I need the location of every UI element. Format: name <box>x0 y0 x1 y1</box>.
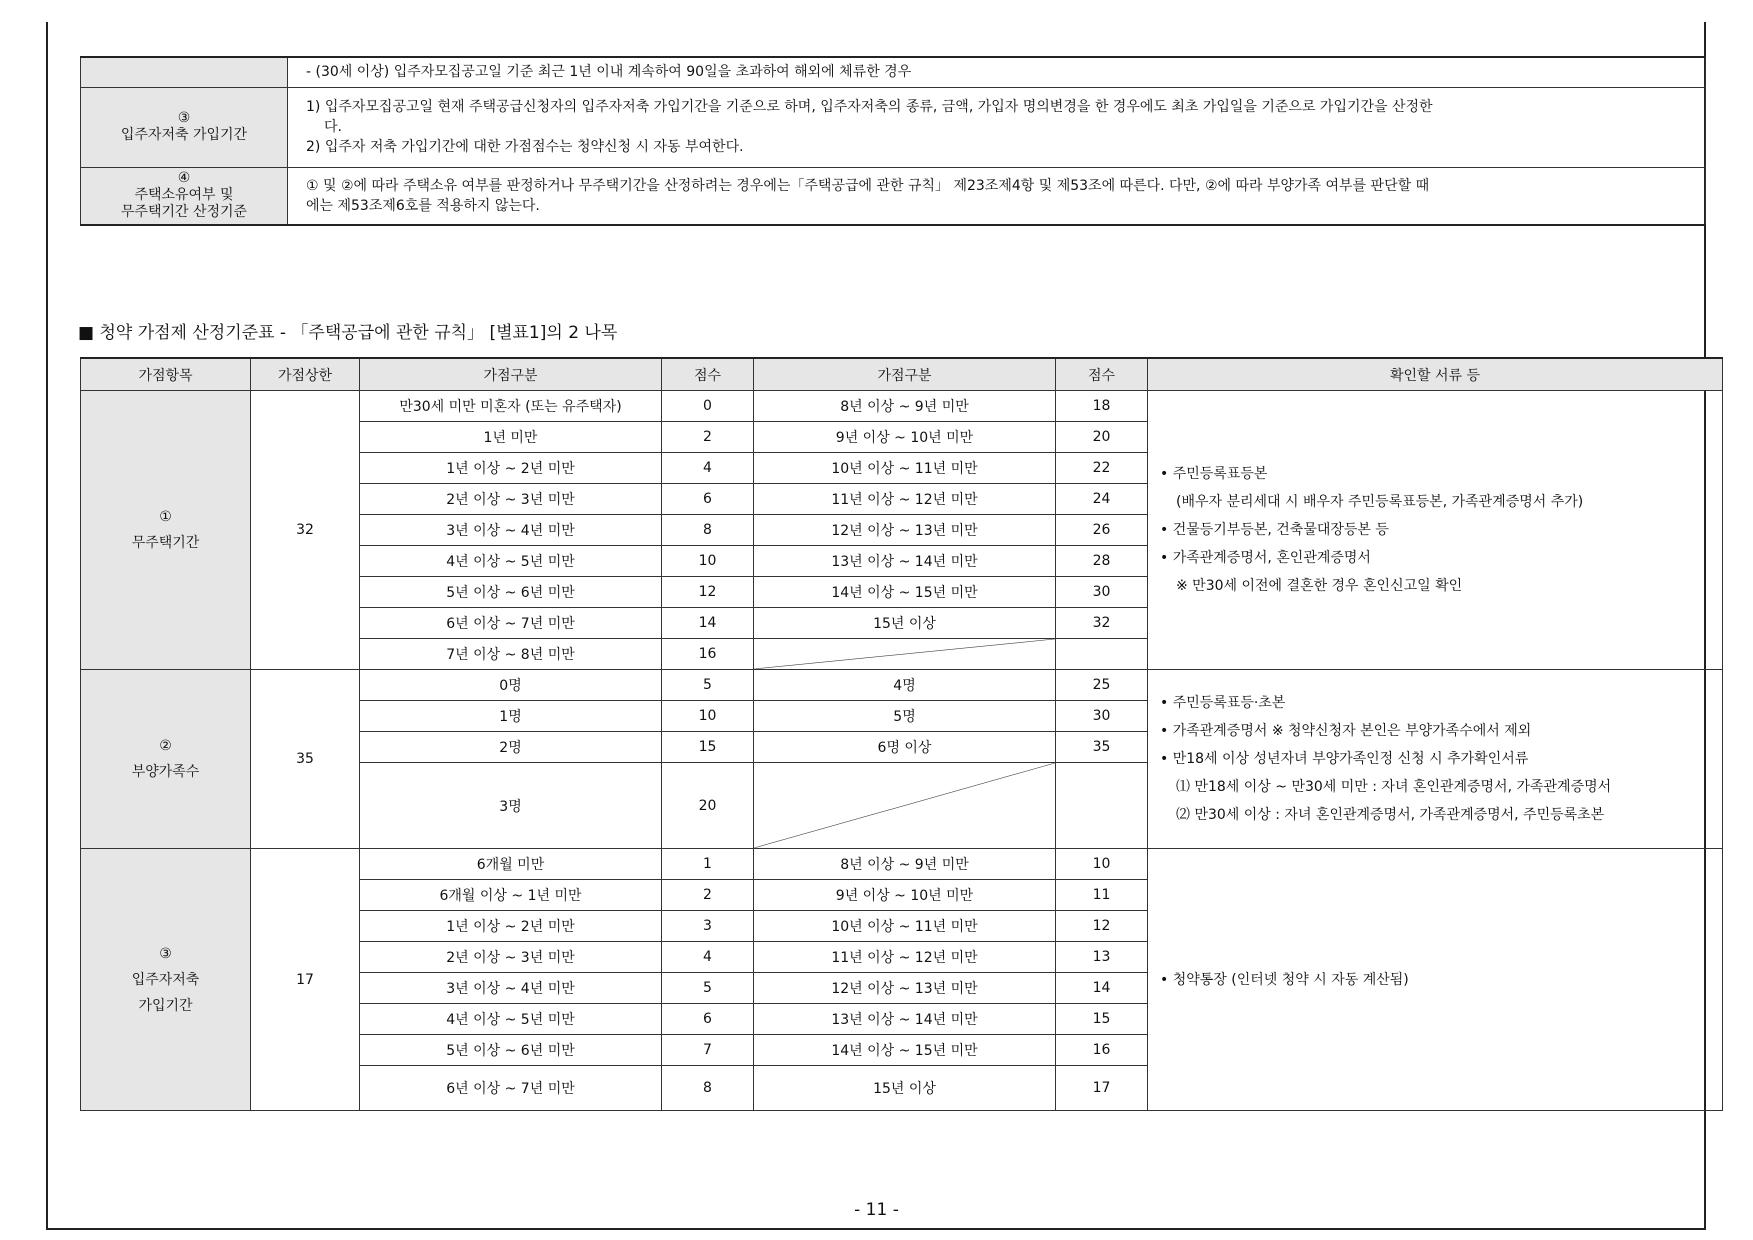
document-line: • 가족관계증명서, 혼인관계증명서 <box>1160 550 1371 566</box>
category-label-line: ③ <box>159 945 172 962</box>
documents-cell <box>1148 391 1723 670</box>
score-cell: 10 <box>662 546 754 577</box>
criteria-label <box>81 57 288 87</box>
category-label-line: 부양가족수 <box>131 764 200 780</box>
score-cell: 20 <box>662 763 754 849</box>
cap-cell: 35 <box>251 670 360 849</box>
score-cell: 1 <box>662 849 754 880</box>
criteria-label-line: 무주택기간 산정기준 <box>120 204 248 221</box>
category-cell <box>81 849 251 1111</box>
criteria-label <box>81 87 288 167</box>
score-cell: 20 <box>1056 422 1148 453</box>
criteria-text-line: 2) 입주자 저축 가입기간에 대한 가점점수는 청약신청 시 자동 부여한다. <box>306 139 744 155</box>
category-label-line: 가입기간 <box>138 997 193 1014</box>
category-cell <box>81 670 251 849</box>
score-cell: 16 <box>1056 1035 1148 1066</box>
document-line: ⑴ 만18세 이상 ~ 만30세 미만 : 자녀 혼인관계증명서, 가족관계증명서 <box>1176 779 1612 795</box>
score-cell: 6 <box>662 1004 754 1035</box>
empty-slash-cell <box>754 639 1056 670</box>
header-cell: 가점상한 <box>251 358 360 391</box>
criterion-cell: 14년 이상 ~ 15년 미만 <box>754 1035 1056 1066</box>
score-cell: 15 <box>1056 1004 1148 1035</box>
document-line: • 청약통장 (인터넷 청약 시 자동 계산됨) <box>1160 971 1409 988</box>
criterion-cell: 4년 이상 ~ 5년 미만 <box>360 1004 662 1035</box>
criterion-cell: 8년 이상 ~ 9년 미만 <box>754 391 1056 422</box>
criteria-row <box>81 57 1706 87</box>
score-cell: 22 <box>1056 453 1148 484</box>
criterion-cell: 1년 미만 <box>360 422 662 453</box>
score-cell: 35 <box>1056 732 1148 763</box>
document-line: • 만18세 이상 성년자녀 부양가족인정 신청 시 추가확인서류 <box>1160 751 1529 767</box>
criterion-cell: 12년 이상 ~ 13년 미만 <box>754 515 1056 546</box>
header-cell: 가점구분 <box>360 358 662 391</box>
score-cell: 18 <box>1056 391 1148 422</box>
score-cell: 26 <box>1056 515 1148 546</box>
score-cell: 5 <box>662 670 754 701</box>
page-number: - 11 - <box>854 1200 899 1220</box>
criterion-cell: 8년 이상 ~ 9년 미만 <box>754 849 1056 880</box>
criterion-cell: 2명 <box>360 732 662 763</box>
header-cell: 가점구분 <box>754 358 1056 391</box>
criterion-cell: 15년 이상 <box>754 1066 1056 1111</box>
criteria-text-line: 1) 입주자모집공고일 현재 주택공급신청자의 입주자저축 가입기간을 기준으로 하며, 입주자저축의 종류, 금액, 가입자 명의변경을 한 경우에도 최초 가입일을 기준으로 가입기간을 산정한 <box>306 99 1433 115</box>
criteria-label-line: 주택소유여부 및 <box>134 187 234 204</box>
criterion-cell: 13년 이상 ~ 14년 미만 <box>754 1004 1056 1035</box>
score-cell: 11 <box>1056 880 1148 911</box>
score-cell: 6 <box>662 484 754 515</box>
document-line: ※ 만30세 이전에 결혼한 경우 혼인신고일 확인 <box>1176 578 1463 594</box>
criterion-cell: 6명 이상 <box>754 732 1056 763</box>
score-table <box>80 357 1723 1111</box>
criterion-cell: 13년 이상 ~ 14년 미만 <box>754 546 1056 577</box>
score-cell: 10 <box>1056 849 1148 880</box>
criteria-text <box>288 57 1706 87</box>
score-cell: 28 <box>1056 546 1148 577</box>
criteria-label <box>81 167 288 225</box>
criterion-cell: 11년 이상 ~ 12년 미만 <box>754 942 1056 973</box>
document-line: • 주민등록표등본 <box>1160 466 1268 482</box>
score-cell: 15 <box>662 732 754 763</box>
empty-score-cell <box>1056 763 1148 849</box>
criterion-cell: 1년 이상 ~ 2년 미만 <box>360 911 662 942</box>
criterion-cell: 11년 이상 ~ 12년 미만 <box>754 484 1056 515</box>
criterion-cell: 2년 이상 ~ 3년 미만 <box>360 484 662 515</box>
criterion-cell: 5년 이상 ~ 6년 미만 <box>360 1035 662 1066</box>
document-line: (배우자 분리세대 시 배우자 주민등록표등본, 가족관계증명서 추가) <box>1176 494 1584 510</box>
criterion-cell: 0명 <box>360 670 662 701</box>
criterion-cell: 7년 이상 ~ 8년 미만 <box>360 639 662 670</box>
score-cell: 24 <box>1056 484 1148 515</box>
header-cell: 점수 <box>662 358 754 391</box>
criteria-label-line: ④ <box>177 170 191 187</box>
criterion-cell: 9년 이상 ~ 10년 미만 <box>754 422 1056 453</box>
criterion-cell: 1년 이상 ~ 2년 미만 <box>360 453 662 484</box>
header-cell: 확인할 서류 등 <box>1148 358 1723 391</box>
document-line: • 가족관계증명서 ※ 청약신청자 본인은 부양가족수에서 제외 <box>1160 723 1532 739</box>
score-cell: 14 <box>1056 973 1148 1004</box>
score-cell: 3 <box>662 911 754 942</box>
criterion-cell: 6년 이상 ~ 7년 미만 <box>360 1066 662 1111</box>
category-label-line: ① <box>159 509 172 525</box>
category-cell <box>81 391 251 670</box>
criterion-cell: 10년 이상 ~ 11년 미만 <box>754 453 1056 484</box>
documents-cell <box>1148 849 1723 1111</box>
documents-cell <box>1148 670 1723 849</box>
table-row <box>81 391 1723 422</box>
criteria-row <box>81 167 1706 225</box>
score-cell: 14 <box>662 608 754 639</box>
document-line: ⑵ 만30세 이상 : 자녀 혼인관계증명서, 가족관계증명서, 주민등록초본 <box>1176 807 1605 823</box>
empty-score-cell <box>1056 639 1148 670</box>
table-row <box>81 849 1723 880</box>
criterion-cell: 1명 <box>360 701 662 732</box>
criterion-cell: 5명 <box>754 701 1056 732</box>
score-cell: 17 <box>1056 1066 1148 1111</box>
cap-cell: 17 <box>251 849 360 1111</box>
score-cell: 25 <box>1056 670 1148 701</box>
score-cell: 2 <box>662 880 754 911</box>
document-line: • 건물등기부등본, 건축물대장등본 등 <box>1160 522 1389 538</box>
criterion-cell: 10년 이상 ~ 11년 미만 <box>754 911 1056 942</box>
score-cell: 8 <box>662 1066 754 1111</box>
score-cell: 30 <box>1056 701 1148 732</box>
section-title: ■ 청약 가점제 산정기준표 - 「주택공급에 관한 규칙」 [별표1]의 2 나목 <box>78 323 618 343</box>
score-cell: 4 <box>662 453 754 484</box>
document-line: • 주민등록표등·초본 <box>1160 695 1286 711</box>
score-cell: 13 <box>1056 942 1148 973</box>
score-cell: 12 <box>1056 911 1148 942</box>
criteria-label-line: 입주자저축 가입기간 <box>120 127 248 143</box>
score-cell: 10 <box>662 701 754 732</box>
criterion-cell: 4년 이상 ~ 5년 미만 <box>360 546 662 577</box>
criterion-cell: 15년 이상 <box>754 608 1056 639</box>
cap-cell: 32 <box>251 391 360 670</box>
criteria-text-line: - (30세 이상) 입주자모집공고일 기준 최근 1년 이내 계속하여 90일을 초과하여 해외에 체류한 경우 <box>306 64 912 81</box>
criterion-cell: 14년 이상 ~ 15년 미만 <box>754 577 1056 608</box>
criterion-cell: 3년 이상 ~ 4년 미만 <box>360 515 662 546</box>
score-cell: 30 <box>1056 577 1148 608</box>
criterion-cell: 6개월 이상 ~ 1년 미만 <box>360 880 662 911</box>
header-cell: 점수 <box>1056 358 1148 391</box>
category-label-line: ② <box>159 738 172 754</box>
criterion-cell: 2년 이상 ~ 3년 미만 <box>360 942 662 973</box>
criteria-row <box>81 87 1706 167</box>
criterion-cell: 3년 이상 ~ 4년 미만 <box>360 973 662 1004</box>
criteria-text-line: 에는 제53조제6호를 적용하지 않는다. <box>306 197 540 214</box>
score-cell: 0 <box>662 391 754 422</box>
criteria-text <box>288 87 1706 167</box>
header-cell: 가점항목 <box>81 358 251 391</box>
score-cell: 4 <box>662 942 754 973</box>
criterion-cell: 3명 <box>360 763 662 849</box>
category-label-line: 입주자저축 <box>131 971 200 988</box>
criterion-cell: 5년 이상 ~ 6년 미만 <box>360 577 662 608</box>
score-cell: 7 <box>662 1035 754 1066</box>
table-row <box>81 670 1723 701</box>
criteria-table <box>80 56 1706 226</box>
empty-slash-cell <box>754 763 1056 849</box>
criterion-cell: 9년 이상 ~ 10년 미만 <box>754 880 1056 911</box>
criteria-label-line: ③ <box>177 110 191 126</box>
score-cell: 32 <box>1056 608 1148 639</box>
criteria-text-line: 다. <box>324 119 342 135</box>
criterion-cell: 만30세 미만 미혼자 (또는 유주택자) <box>360 391 662 422</box>
header-row <box>81 358 1723 391</box>
criteria-text <box>288 167 1706 225</box>
score-cell: 2 <box>662 422 754 453</box>
score-cell: 16 <box>662 639 754 670</box>
criterion-cell: 6개월 미만 <box>360 849 662 880</box>
criteria-text-line: ① 및 ②에 따라 주택소유 여부를 판정하거나 무주택기간을 산정하려는 경우에는「주택공급에 관한 규칙」 제23조제4항 및 제53조에 따른다. 다만, ②에 따라 부양가족 여부를 판단할 때 <box>306 177 1430 194</box>
category-label-line: 무주택기간 <box>131 535 200 551</box>
score-cell: 8 <box>662 515 754 546</box>
score-cell: 5 <box>662 973 754 1004</box>
criterion-cell: 4명 <box>754 670 1056 701</box>
score-cell: 12 <box>662 577 754 608</box>
criterion-cell: 6년 이상 ~ 7년 미만 <box>360 608 662 639</box>
criterion-cell: 12년 이상 ~ 13년 미만 <box>754 973 1056 1004</box>
